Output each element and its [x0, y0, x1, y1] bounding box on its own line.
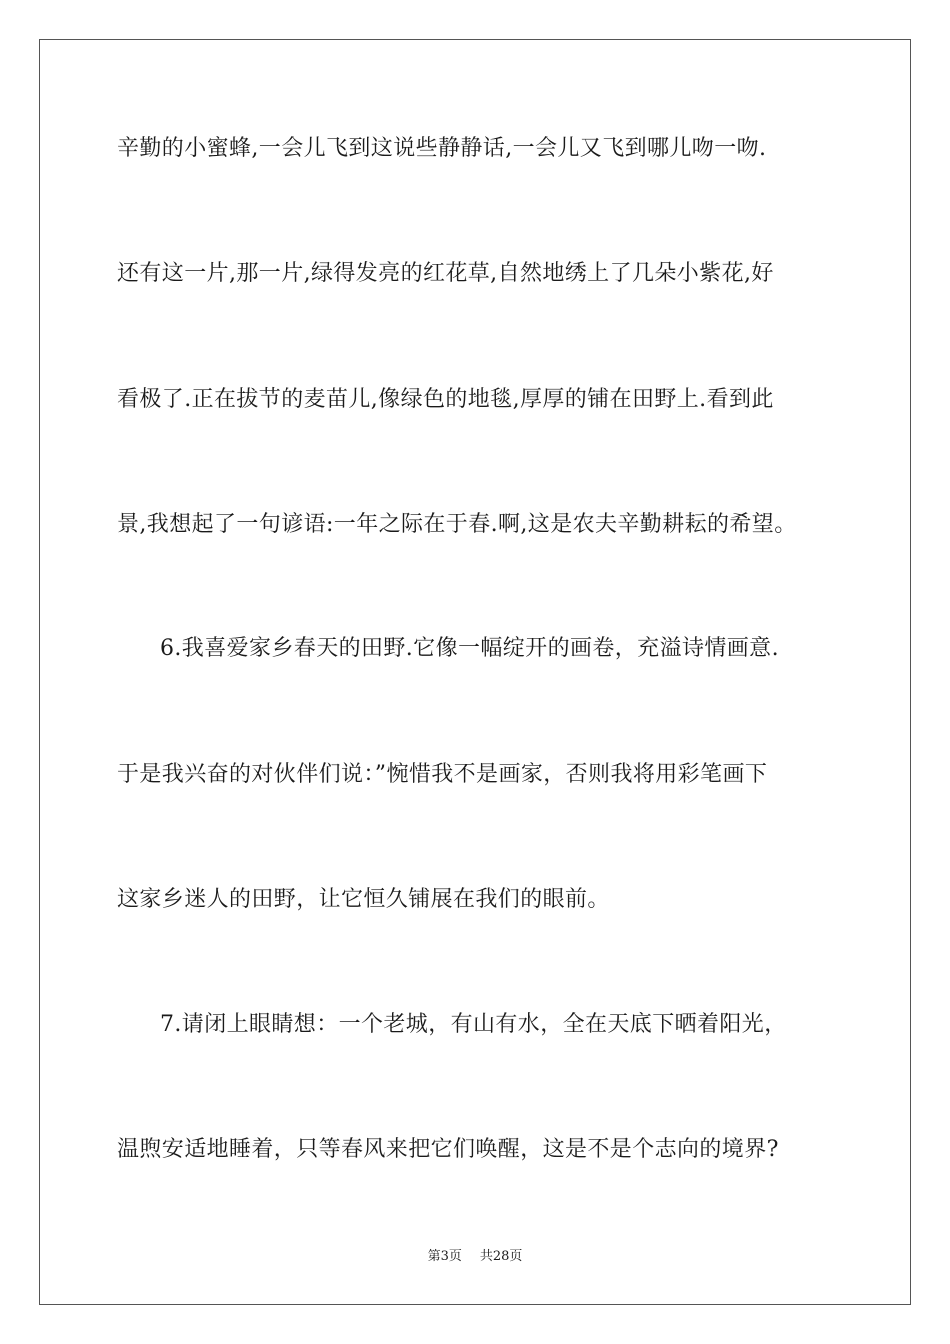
paragraph-line: 于是我兴奋的对伙伴们说：”惋惜我不是画家，否则我将用彩笔画下	[117, 762, 768, 787]
paragraph-line: 还有这一片,那一片,绿得发亮的红花草,自然地绣上了几朵小紫花,好	[117, 261, 774, 286]
paragraph-line: 辛勤的小蜜蜂,一会儿飞到这说些静静话,一会儿又飞到哪儿吻一吻.	[117, 136, 767, 161]
paragraph-line: 这家乡迷人的田野，让它恒久铺展在我们的眼前。	[117, 887, 610, 912]
page-total: 共28页	[479, 1249, 523, 1264]
page-footer	[0, 1248, 950, 1266]
paragraph-line: 7.请闭上眼睛想：一个老城，有山有水，全在天底下晒着阳光，	[160, 1012, 787, 1037]
paragraph-line: 6.我喜爱家乡春天的田野.它像一幅绽开的画卷，充溢诗情画意.	[160, 636, 779, 661]
paragraph-line: 看极了.正在拔节的麦苗儿,像绿色的地毯,厚厚的铺在田野上.看到此	[117, 387, 774, 412]
page-number: 第3页	[427, 1249, 462, 1264]
paragraph-line: 景,我想起了一句谚语:一年之际在于春.啊,这是农夫辛勤耕耘的希望。	[117, 512, 797, 537]
paragraph-line: 温煦安适地睡着，只等春风来把它们唤醒，这是不是个志向的境界?	[117, 1137, 779, 1162]
page-border	[39, 39, 911, 1305]
